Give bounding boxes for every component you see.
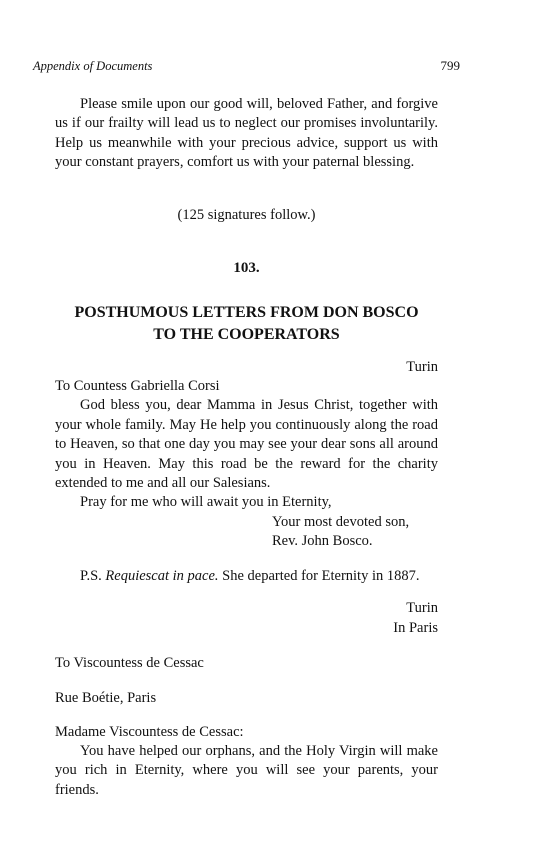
letter2-place-line-1: Turin [406, 600, 438, 616]
letter1-text [55, 377, 438, 513]
letter2-salutation: Madame Viscountess de Cessac: [55, 724, 244, 740]
letter2-addressee: To Viscountess de Cessac [55, 655, 204, 671]
letter2-address: Rue Boétie, Paris [55, 690, 157, 706]
letter1-addressee: To Countess Gabriella Corsi [55, 378, 220, 394]
running-title: Appendix of Documents [33, 59, 153, 73]
document-title-line-2: TO THE COOPERATORS [153, 326, 340, 343]
letter2-text [55, 742, 438, 800]
page-number: 799 [440, 58, 460, 73]
intro-paragraph: Please smile upon our good will, beloved Father, and forgive us if our frailty will lead us to neglect our promises involuntarily. Help us meanwhile with your precious advice, support us with your constant prayers, comfort us with your paternal blessing. [55, 96, 438, 171]
letter1-place: Turin [406, 359, 438, 375]
letter1-closing-line-1: Your most devoted son, [272, 514, 410, 530]
signatures-note: (125 signatures follow.) [177, 207, 316, 223]
letter1-body: God bless you, dear Mamma in Jesus Christ, together with your whole family. May He help you continuously along the road to Heaven, so that one day you may see your dear sons all around you in Heaven. May this road be the reward for the charity extended to me and all our Salesians. [55, 397, 438, 492]
document-number: 103. [233, 260, 260, 276]
document-title-line-1: POSTHUMOUS LETTERS FROM DON BOSCO [74, 304, 419, 321]
letter2-place-line-2: In Paris [393, 620, 438, 636]
letter1-body-2: Pray for me who will await you in Eternity, [80, 494, 332, 511]
letter1-postscript [55, 567, 438, 586]
letter2-body: You have helped our orphans, and the Holy Virgin will make you rich in Eternity, where you will see your parents, your friends. [55, 743, 438, 798]
ps-prefix: P.S. [80, 568, 106, 584]
letter1-signature: Rev. John Bosco. [272, 533, 373, 549]
ps-rest: She departed for Eternity in 1887. [218, 568, 420, 584]
intro-text [55, 95, 438, 173]
ps-latin: Requiescat in pace. [105, 568, 219, 584]
